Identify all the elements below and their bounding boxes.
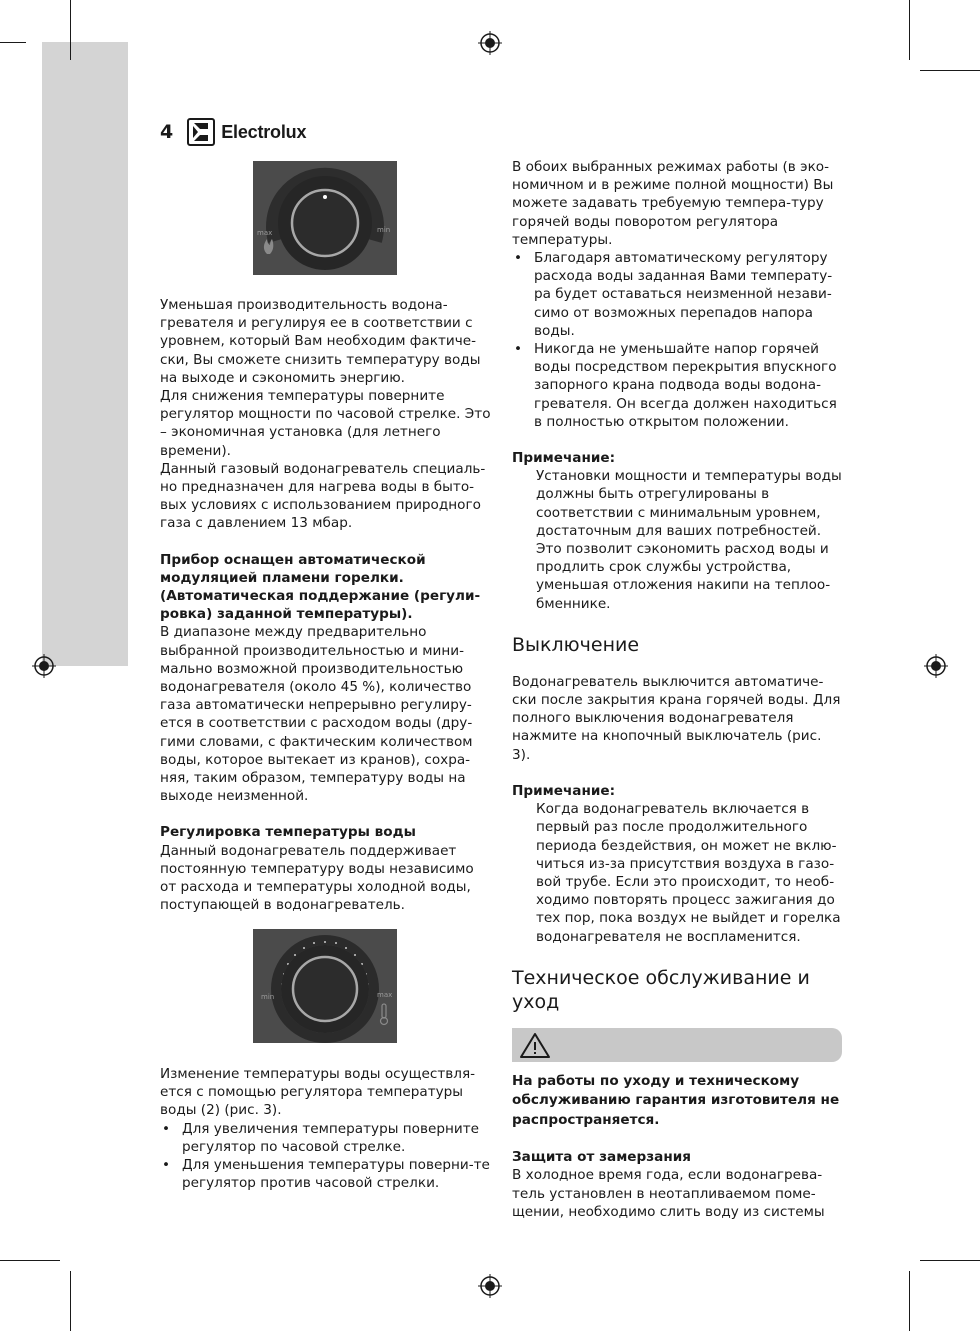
- right-column: [512, 158, 842, 1221]
- temperature-knob-figure: [253, 929, 397, 1043]
- paragraph: Уменьшая производительность водона-гревателя и регулируя ее в соответствии с уровнем, который Вам необходим фактиче-ски, Вы сможете снизить температуру воды на выходе и сэкономить энергию.: [160, 297, 481, 386]
- left-column-lower: [160, 1065, 492, 1192]
- list-item: • Для увеличения температуры поверните регулятор по часовой стрелке.: [160, 1120, 492, 1156]
- section-heading: Прибор оснащен автоматической модуляцией пламени горелки. (Автоматическая поддержание (регули-ровка) заданной температуры).: [160, 551, 481, 623]
- note-title: Примечание:: [512, 782, 616, 799]
- paragraph: Для снижения температуры поверните регулятор мощности по часовой стрелке. Это – экономичная установка (для летнего времени).: [160, 388, 491, 459]
- bullet-list: [160, 1120, 492, 1193]
- page-number: 4: [160, 121, 174, 143]
- paragraph: В диапазоне между предварительно выбранной производительностью и мини-мально возможной производительностью водонагревателя (около 45 %), количество газа автоматически непрерывно регулиру-ется в соответствии с расходом воды (дру-гими словами, с фактическим количеством воды, которое вытекает из кранов), сохра-няя, таким образом, температуру воды на выходе неизменной.: [160, 624, 473, 805]
- crop-mark: [0, 42, 26, 43]
- registration-mark-icon: [32, 654, 56, 678]
- crop-mark: [909, 1271, 910, 1331]
- section-title: Выключение: [512, 633, 640, 656]
- list-item: • Благодаря автоматическому регулятору расхода воды заданная Вами температу-ра будет оставаться неизменной незави-симо от возможных перепадов напора воды.: [512, 249, 842, 340]
- paragraph: В обоих выбранных режимах работы (в эко-номичном и в режиме полной мощности) Вы можете задавать требуемую темпера-туру горячей воды поворотом регулятора температуры.: [512, 159, 834, 248]
- list-item: • Для уменьшения температуры поверни-те регулятор против часовой стрелки.: [160, 1156, 492, 1192]
- list-item: • Никогда не уменьшайте напор горячей воды посредством перекрытия впускного запорного крана подвода воды водона-гревателя. Он всегда должен находиться в полностью открытом положении.: [512, 340, 842, 431]
- note-body: Когда водонагреватель включается в первый раз после продолжительного периода бездействия, он может не вклю-читься из-за присутствия воздуха в газо-вой трубе. Если это происходит, то необ-ходимо повторять процесс зажигания до тех пор, пока воздух не выйдет и горелка водонагревателя не воспламенится.: [536, 801, 841, 945]
- registration-mark-icon: [478, 1274, 502, 1298]
- knob2-min-label: min: [261, 993, 275, 1001]
- crop-mark: [70, 0, 71, 60]
- warning-bar: [512, 1028, 842, 1062]
- brand-name: Electrolux: [221, 121, 307, 142]
- bullet-list: [512, 249, 842, 431]
- warning-text: На работы по уходу и техническому обслуживанию гарантия изготовителя не распространяется.: [512, 1072, 840, 1128]
- paragraph: В холодное время года, если водонагрева-тель установлен в неотапливаемом поме-щении, необходимо слить воду из системы: [512, 1167, 825, 1220]
- paragraph: Данный газовый водонагреватель специаль-но предназначен для нагрева воды в быто-вых условиях с использованием природного газа с давлением 13 мбар.: [160, 460, 486, 532]
- left-column: [160, 296, 492, 915]
- paragraph: Изменение температуры воды осуществля-ется с помощью регулятора температуры воды (2) (рис. 3).: [160, 1066, 476, 1119]
- page-header: [160, 118, 306, 146]
- crop-mark: [920, 1260, 980, 1261]
- paragraph: Водонагреватель выключится автоматиче-ски после закрытия крана горячей воды. Для полного выключения водонагревателя нажмите на кнопочный выключатель (рис. 3).: [512, 673, 841, 763]
- paragraph: Данный водонагреватель поддерживает постоянную температуру воды независимо от расхода и температуры холодной воды, поступающей в водонагреватель.: [160, 842, 474, 914]
- knob1-min-label: min: [377, 226, 391, 234]
- crop-mark: [909, 0, 910, 60]
- note-body: Установки мощности и температуры воды должны быть отрегулированы в соответствии с минимальным уровнем, достаточным для ваших потребностей. Это позволит сэкономить расход воды и продлить срок службы устройства, уменьшая отложения накипи на теплоо-бменнике.: [536, 468, 842, 612]
- section-heading: Защита от замерзания: [512, 1149, 691, 1166]
- note-title: Примечание:: [512, 450, 616, 467]
- electrolux-logo-icon: [187, 118, 215, 146]
- section-title: Техническое обслуживание и уход: [512, 966, 810, 1013]
- registration-mark-icon: [924, 654, 948, 678]
- crop-mark: [70, 1271, 71, 1331]
- crop-mark: [920, 70, 980, 71]
- margin-tab: [42, 42, 128, 666]
- knob2-max-label: max: [377, 991, 393, 999]
- section-heading: Регулировка температуры воды: [160, 824, 416, 841]
- crop-mark: [0, 1260, 60, 1261]
- knob1-max-label: max: [257, 229, 273, 237]
- warning-triangle-icon: [518, 1031, 552, 1059]
- power-knob-figure: [253, 161, 397, 275]
- registration-mark-icon: [478, 31, 502, 55]
